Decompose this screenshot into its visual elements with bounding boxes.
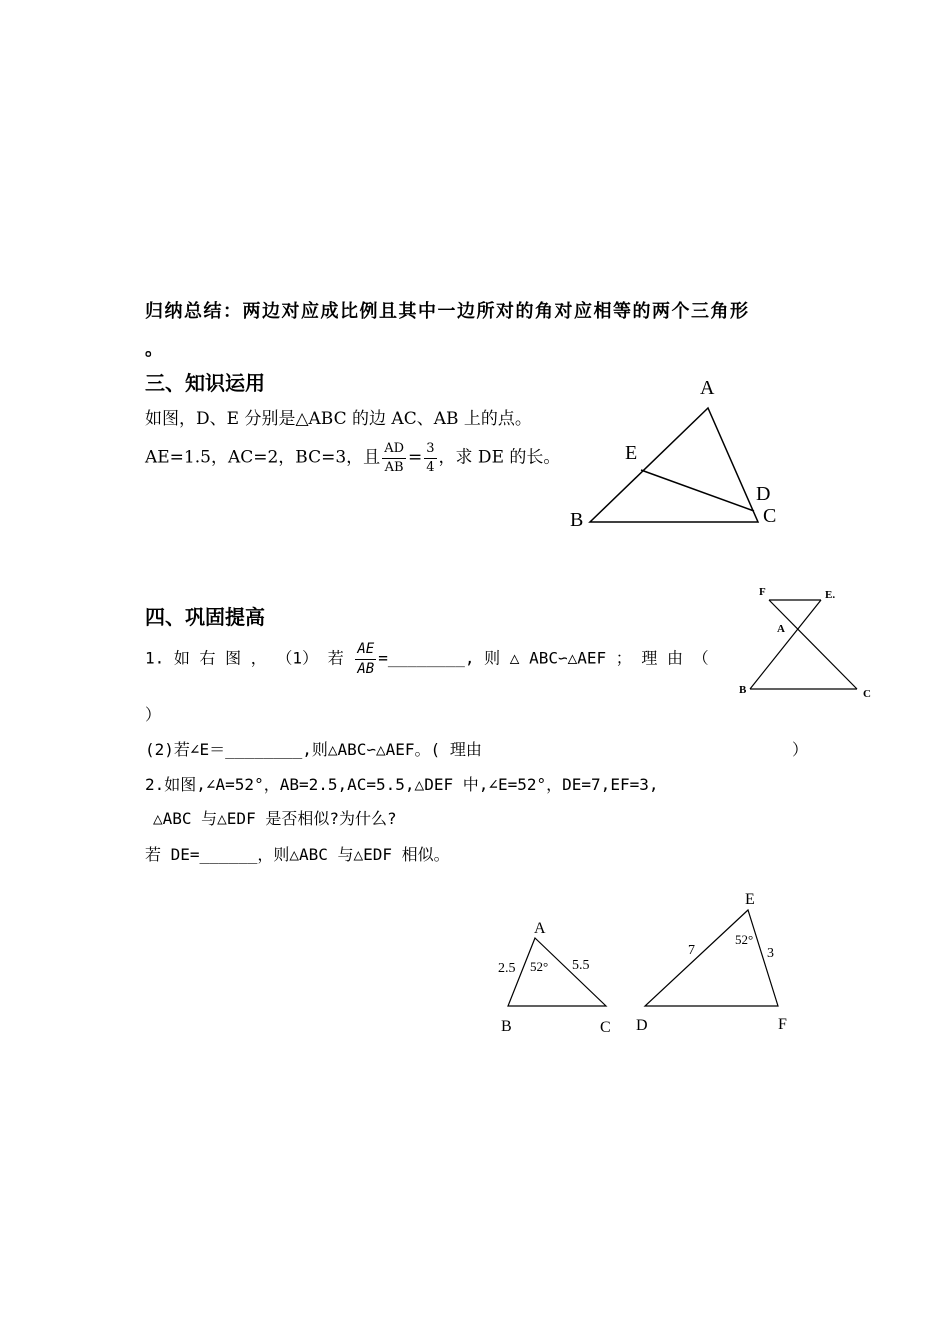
t1-label-ac: 5.5 bbox=[572, 958, 590, 973]
question2-line2: △ABC 与△EDF 是否相似?为什么? bbox=[153, 809, 397, 828]
question2-line3: 若 DE=______，则△ABC 与△EDF 相似。 bbox=[145, 845, 450, 864]
section3-line2: AE=1.5，AC=2，BC=3，且 $\frac{AD}{AB}$ = $\frac{3}{4}$ ，求 DE 的长。 bbox=[145, 441, 561, 475]
fraction-ae-ab: $\frac{AE}{AB}$ bbox=[357, 641, 375, 677]
hg-label-e: E. bbox=[825, 589, 836, 601]
hg-label-a: A bbox=[777, 623, 785, 635]
question1-close: ） bbox=[145, 705, 162, 724]
section3-line1: 如图，D、E 分别是△ABC 的边 AC、AB 上的点。 bbox=[145, 409, 532, 429]
question1-part2-close: ） bbox=[792, 740, 809, 759]
t2-label-e: E bbox=[745, 891, 755, 908]
t1-label-a: A bbox=[534, 920, 546, 937]
section4-heading: 四、巩固提高 bbox=[145, 605, 265, 629]
question1-part2: (2)若∠E＝________,则△ABC∽△AEF。( 理由 bbox=[145, 740, 482, 759]
t1-label-c: C bbox=[600, 1019, 611, 1036]
summary-period: 。 bbox=[145, 339, 165, 360]
triangle-abc-figure bbox=[560, 370, 790, 540]
t2-label-de: 7 bbox=[688, 943, 695, 958]
triangle-edf-figure bbox=[630, 880, 805, 1040]
question1-line1: 1. 如 右 图 ， （1） 若 $\frac{AE}{AB}$ =________, 则 △ ABC∽△AEF ； 理 由 （ bbox=[145, 641, 709, 677]
hg-label-b: B bbox=[739, 684, 747, 696]
hourglass-figure bbox=[735, 580, 885, 705]
hg-label-c: C bbox=[863, 688, 871, 700]
triangle-abc bbox=[590, 408, 758, 522]
hg-label-f: F bbox=[759, 586, 766, 598]
fraction-3-4: $\frac{3}{4}$ bbox=[426, 441, 435, 475]
section3-heading: 三、知识运用 bbox=[145, 371, 265, 395]
label-e: E bbox=[625, 442, 638, 464]
label-b: B bbox=[570, 509, 584, 531]
t1-label-b: B bbox=[501, 1018, 512, 1035]
summary-line: 归纳总结：两边对应成比例且其中一边所对的角对应相等的两个三角形 bbox=[145, 301, 750, 322]
t2-label-ef: 3 bbox=[767, 946, 774, 961]
t2-label-angle: 52° bbox=[735, 932, 754, 947]
triangle-abc-52-figure bbox=[490, 910, 630, 1040]
t1-label-ab: 2.5 bbox=[498, 961, 516, 976]
t2-label-d: D bbox=[636, 1017, 648, 1034]
segment-de bbox=[641, 470, 754, 511]
fraction-ad-ab: $\frac{AD}{AB}$ bbox=[384, 441, 404, 475]
t2-label-f: F bbox=[778, 1016, 787, 1033]
question2-line1: 2.如图,∠A=52°，AB=2.5,AC=5.5,△DEF 中,∠E=52°，DE=7,EF=3, bbox=[145, 775, 659, 794]
label-a: A bbox=[700, 377, 715, 399]
label-d: D bbox=[756, 483, 771, 505]
t1-label-angle: 52° bbox=[530, 959, 549, 974]
label-c: C bbox=[763, 505, 777, 527]
